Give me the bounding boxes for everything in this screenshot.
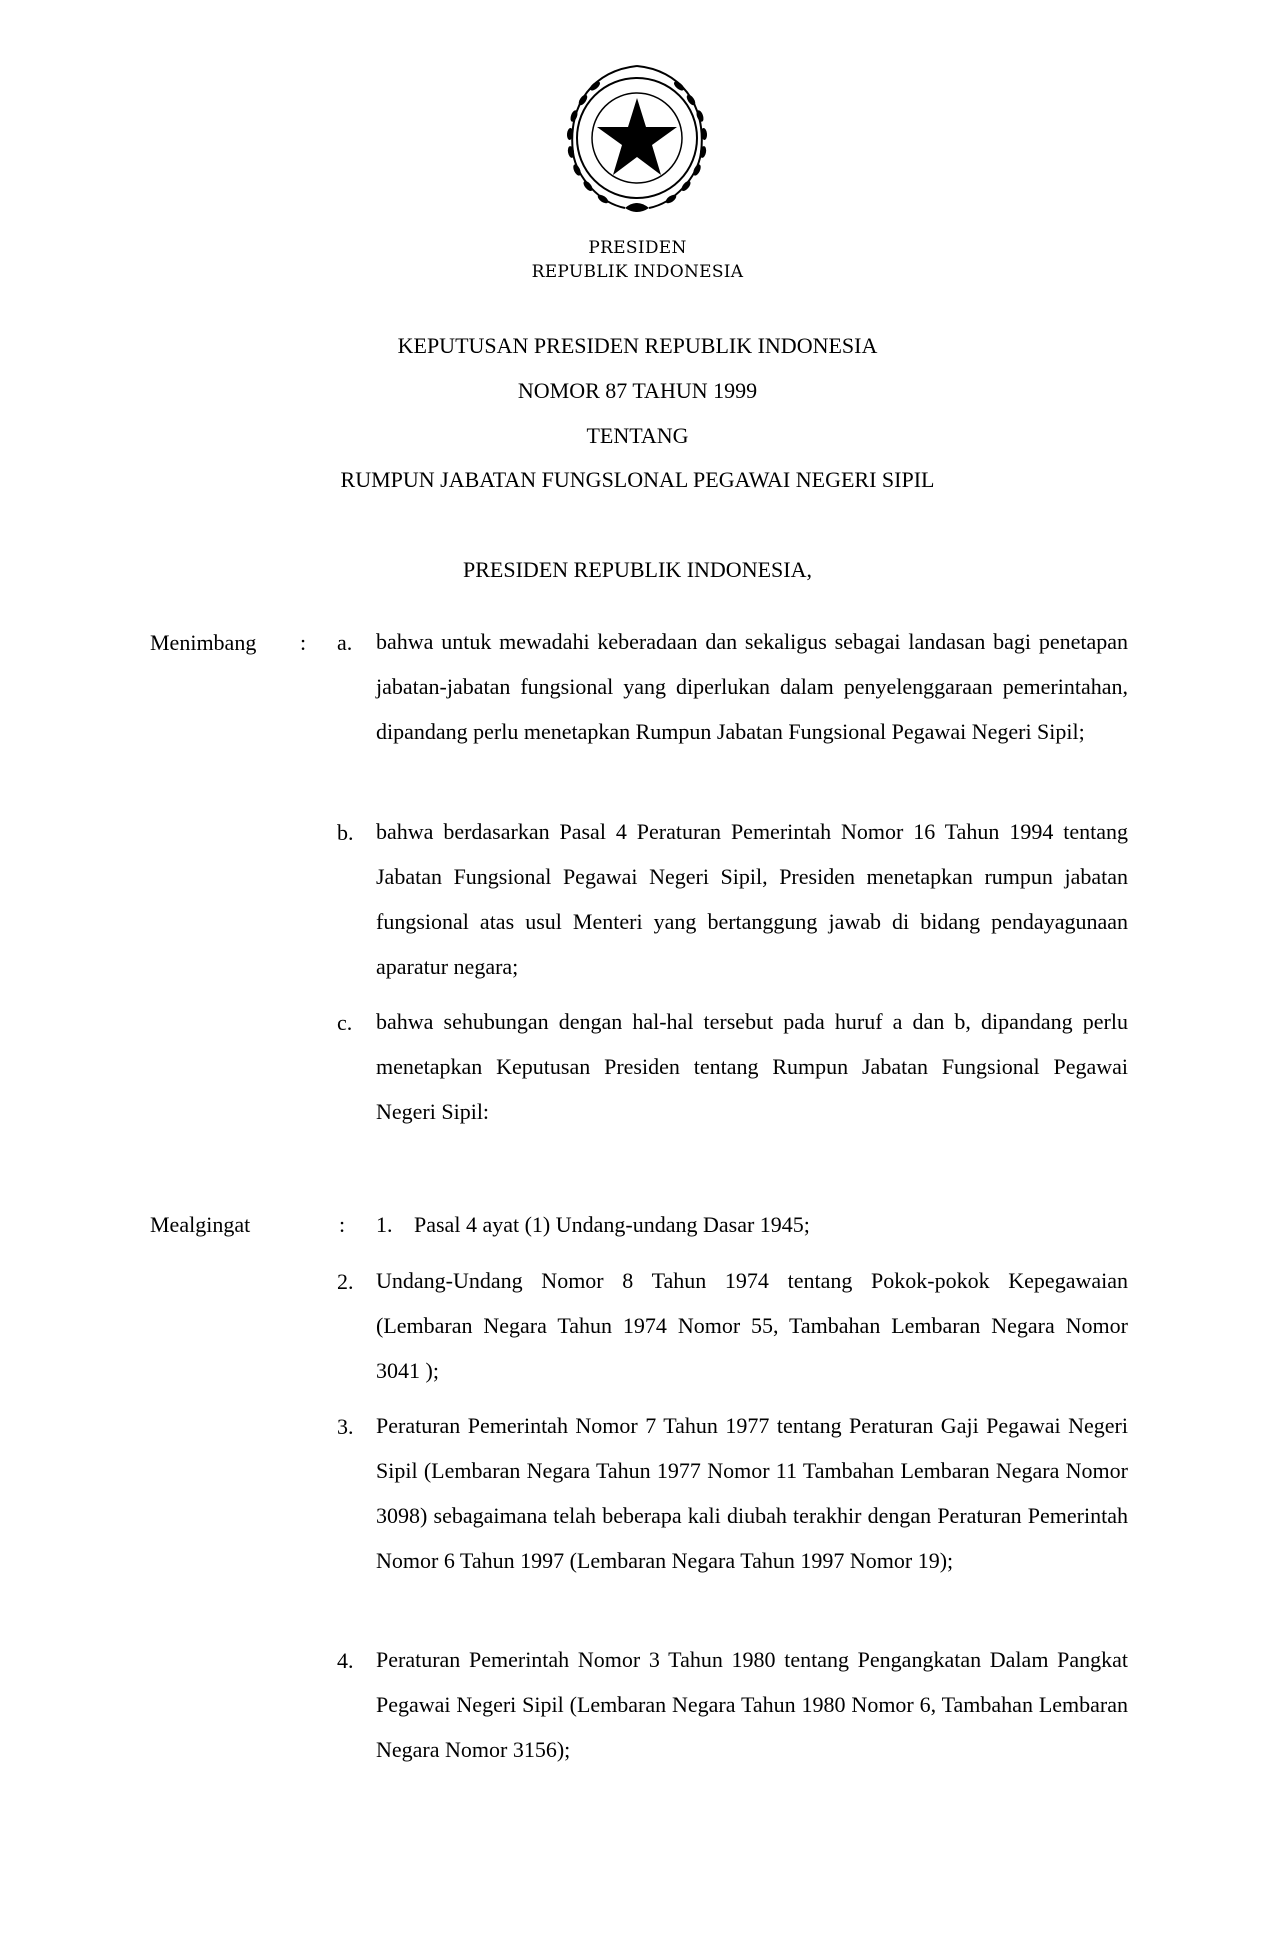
mealgingat-item-3: Peraturan Pemerintah Nomor 7 Tahun 1977 tentang Peraturan Gaji Pegawai Negeri Sipil (Lembaran Negara Tahun 1977 Nomor 11 Tambahan Lembaran Negara Nomor 3098) sebagaimana telah beberapa kali diubah terakhir dengan Peraturan Pemerintah Nomor 6 Tahun 1997 (Lembaran Negara Tahun 1997 Nomor 19); — [376, 1413, 1128, 1573]
mealgingat-mark-2: 2. — [337, 1269, 354, 1294]
issuer-line: PRESIDEN REPUBLIK INDONESIA, — [463, 557, 812, 582]
mealgingat-label: Mealgingat — [150, 1212, 251, 1237]
mealgingat-item-2: Undang-Undang Nomor 8 Tahun 1974 tentang Pokok-pokok Kepegawaian (Lembaran Negara Tahun 1974 Nomor 55, Tambahan Lembaran Negara Nomor 3041 ); — [376, 1268, 1128, 1383]
title-tentang: TENTANG — [586, 423, 689, 448]
menimbang-mark-c: c. — [337, 1010, 353, 1035]
menimbang-colon: : — [300, 630, 307, 655]
header-republik-indonesia: REPUBLIK INDONESIA — [531, 262, 744, 282]
mealgingat-item-4: Peraturan Pemerintah Nomor 3 Tahun 1980 tentang Pengangkatan Dalam Pangkat Pegawai Negeri Sipil (Lembaran Negara Tahun 1980 Nomor 6, Tambahan Lembaran Negara Nomor 3156); — [376, 1647, 1128, 1762]
presidential-emblem-icon — [555, 58, 720, 223]
menimbang-mark-a: a. — [337, 630, 353, 655]
menimbang-item-c: bahwa sehubungan dengan hal-hal tersebut pada huruf a dan b, dipandang perlu menetapkan Keputusan Presiden tentang Rumpun Jabatan Fungsional Pegawai Negeri Sipil: — [376, 1009, 1128, 1124]
mealgingat-item-1: Pasal 4 ayat (1) Undang-undang Dasar 1945; — [414, 1212, 810, 1237]
title-decree: KEPUTUSAN PRESIDEN REPUBLIK INDONESIA — [397, 333, 878, 358]
mealgingat-mark-3: 3. — [337, 1414, 354, 1439]
mealgingat-mark-4: 4. — [337, 1648, 354, 1673]
title-subject: RUMPUN JABATAN FUNGSLONAL PEGAWAI NEGERI SIPIL — [340, 467, 935, 492]
menimbang-item-a: bahwa untuk mewadahi keberadaan dan sekaligus sebagai landasan bagi penetapan jabatan-jabatan fungsional yang diperlukan dalam penyelenggaraan pemerintahan, dipandang perlu menetapkan Rumpun Jabatan Fungsional Pegawai Negeri Sipil; — [376, 629, 1128, 744]
menimbang-mark-b: b. — [337, 820, 354, 845]
title-number: NOMOR 87 TAHUN 1999 — [517, 378, 758, 403]
menimbang-item-b: bahwa berdasarkan Pasal 4 Peraturan Pemerintah Nomor 16 Tahun 1994 tentang Jabatan Fungsional Pegawai Negeri Sipil, Presiden menetapkan rumpun jabatan fungsional atas usul Menteri yang bertanggung jawab di bidang pendayagunaan aparatur negara; — [376, 819, 1128, 979]
mealgingat-colon: : — [339, 1212, 346, 1237]
menimbang-label: Menimbang — [150, 630, 257, 655]
header-presiden: PRESIDEN — [588, 238, 687, 258]
mealgingat-mark-1: 1. — [376, 1212, 393, 1237]
